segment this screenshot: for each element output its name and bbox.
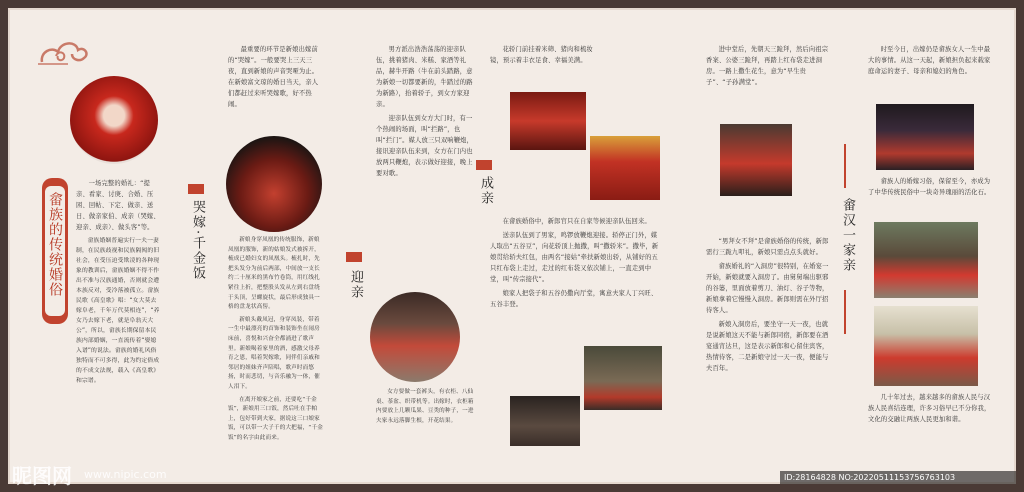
paragraph: 几十年过去，越来越多的畲族人民与汉族人民喜结连理，许多习俗早已不分你我，文化的交融让两族人民更加和谐。 — [868, 394, 991, 423]
paragraph: 迎亲队伍到女方大门时，有一个热闹的场面，叫“拦路”，也叫“拦门”。媒人放三只双响鞭炮，接讯迎亲队伍来到，女方在门内也放两只鞭炮，表示做好迎接，晚上要对歌。 — [376, 115, 474, 177]
paragraph: 畲族婚姻普遍实行一夫一妻制，在民族歧视和民族隔阂的旧社会，在受压迫受欺凌的各种现象的教训后，畲族婚姻不得不作出不准与汉族通婚，否则就会遭本族反对，受冷落被孤立。畲族民歌《高皇歌》唱：“女大莫去嫁阜老，千年万代莫相连”，“养女乃去嫁下老，就是阜翁天大公”，所以，畲族长期保留本民族内部婚姻，一直流传着“娶媳入谱”的说法。畲族的婚礼风俗独特而不可多得，此为约定俗成的不成文法规，载入《高皇歌》和宗谱。 — [76, 238, 160, 384]
section-divider — [844, 290, 846, 334]
section-marker — [346, 252, 362, 262]
paragraph: 新娘身穿凤凰的传统服饰，新娘凤凰的服饰，新的姑娘发式被拆开，梳成已婚妇女的凤凰头。梳扎时，先把头发分为前后两部，中间放一支长约二十厘米的黑布竹卷筒，用红线扎紧往上折，把整股头发从左到右盘绕于头顶，呈螺旋状，最后形成独具一格的盘龙状高髻。 — [228, 237, 320, 311]
column-5-text-bottom — [706, 236, 830, 377]
ceremony-photo-right — [584, 346, 662, 410]
cry-marry-title: 哭嫁·千金饭 — [190, 200, 205, 282]
column-4-text-top — [490, 44, 600, 69]
paragraph: 畲族人的婚嫁习俗，保留至今，亦成为了中华传统民俗中一块奇异瑰丽的活化石。 — [868, 178, 991, 196]
section-marker — [476, 160, 492, 170]
welcome-title: 迎亲 — [348, 270, 363, 300]
cry-marry-photo — [226, 136, 322, 232]
paragraph: 时至今日，出嫁仍是畲族女人一生中最大的事情。从这一天起，新娘担负起来载家庭命运的妻子、母亲和媳妇的角色。 — [868, 46, 991, 75]
village-gathering-photo — [874, 222, 978, 298]
column-4-text-middle — [490, 216, 662, 313]
column-2-text-bottom — [228, 236, 324, 446]
watermark-url: www.nipic.com — [84, 468, 167, 481]
paragraph: 进中堂后，先朝天三跪拜，然后向祖宗香案、公婆三跪拜，再踏上红布袋走进洞房。一路上撒生花生，意为“早生贵子”、“子孙满堂”。 — [706, 46, 829, 86]
wedding-title: 成亲 — [478, 176, 493, 206]
section-divider — [844, 144, 846, 188]
paragraph: 畲族婚礼的“入洞房”很特别，在婚宴一开始，新娘就要入洞房了。由舅舅端出驱邪的谷篓，里面放着剪刀、油灯、谷子等物，新娘拿着它慢慢入洞房。新郎则需在外厅招待客人。 — [706, 263, 829, 314]
welcome-procession-photo — [370, 292, 460, 382]
paragraph: 在畲族婚俗中，新郎官只在自家等候迎亲队伍回来。 — [502, 218, 651, 225]
costume-group-photo — [876, 104, 974, 170]
cloud-swirl-icon — [38, 38, 90, 68]
unity-title: 畲汉一家亲 — [840, 198, 855, 273]
paragraph: 新娘头戴凤冠，身穿凤装，带着一生中最漂亮的首饰和装饰坐在闹房床前，喜悦和兴奋全都涌进了歌声里。新娘喝着家里的酒，感激父母养育之恩，唱着哭嫁歌，同伴们亲戚和邻居的姐妹齐声陪唱，歌声时而悠扬，时而悲切，与音乐融为一体，催人泪下。 — [228, 316, 320, 390]
paragraph: 最重要的环节是新娘出嫁前的“哭嫁”。一般要哭上三天三夜，直到新娘的声音哭哑为止。在新娘富文琼的婚日当天，亲人们都赶过来听哭嫁歌，好不热闹。 — [228, 46, 319, 108]
paragraph: 娘家人把袋子和五谷仍撒向厅堂，寓意夫家人丁兴旺、五谷丰登。 — [490, 290, 658, 308]
banquet-photo — [874, 306, 978, 386]
paragraph: “男拜女不拜”是畲族婚俗的传统，新郎需行三跪九叩礼，新娘只需点点头就好。 — [706, 238, 829, 256]
ceremony-photo-left — [510, 396, 580, 446]
column-3-text-top — [376, 44, 474, 182]
column-6-text-bottom — [868, 392, 994, 428]
poster-board — [8, 8, 1016, 484]
sedan-chair-photo — [510, 92, 586, 150]
paragraph: 一场完整的婚礼：“提亲、看家、讨庚、合婚、压困、回帖、下定、做亲、送日、做亲家伯、成亲（哭嫁、迎亲、成亲）、做头客”等。 — [76, 180, 160, 231]
paragraph: 男方派出浩浩荡荡的迎亲队伍，挑着猪肉、米糕、家酒等礼品，赫牛开路（牛在前头踏路，意为新娘一切都要新的，牛踏过的路为新路），抬着轿子，到女方家迎亲。 — [376, 46, 473, 108]
paragraph: 花轿门前挂着米筛、猪肉和梳妆镜，预示着丰衣足食、幸福美满。 — [490, 46, 593, 64]
intro-title-banner — [42, 178, 68, 324]
bride-portrait-photo — [70, 76, 158, 164]
column-5-text-top — [706, 44, 830, 91]
paragraph: 新娘入洞房后，要坐守一天一夜，也就是说新娘这天不能与新郎同宿，新郎要在酒宴通宵达旦，这是表示新郎和心留住宾客，热情待客，二是新娘守过一天一夜，便能与夫百年。 — [706, 321, 829, 372]
watermark-id-bar: ID:28164828 NO:20220511153756763103 — [780, 471, 1016, 484]
column-6-text-top — [868, 44, 994, 80]
paragraph: 在离开娘家之前，还要吃“千金饭”，新娘用三口饭，然后吐在手帕上，包好带到夫家，据说这三口娘家饭，可以带一大子千的大把福，“千金饭”的名字由此而来。 — [228, 396, 323, 441]
paragraph: 送亲队伍到了男家，鸣锣放鞭炮迎接。轿停正门外，媒人取出“五谷豆”，向花轿顶上抛撒，叫“撒轿米”。撒毕，新娘贯给轿夫红包，由两名“接姑”牵扶新娘出轿，从铺好的五只红布袋上走过，走过的红布袋又依次铺上，一直走到中堂，叫“传宗接代”。 — [490, 232, 659, 283]
watermark-brand: 昵图网 — [12, 464, 72, 488]
column-2-text-top — [228, 44, 324, 113]
paragraph: 女方要做一套裤头，有衣柜、八仙桌、茶盆、织带机等。出嫁时，衣柜箱内要放上几颗瓜果、豆类的种子，一进夫家永远落脚生根，开花结果。 — [376, 389, 474, 424]
intro-title: 畲族的传统婚俗 — [47, 192, 63, 297]
column-6-text-middle — [868, 176, 994, 201]
bridal-sedan-photo — [590, 136, 660, 200]
column-1-text — [76, 178, 160, 389]
couple-photo — [720, 124, 792, 196]
section-marker — [188, 184, 204, 194]
column-3-text-bottom — [376, 388, 474, 429]
